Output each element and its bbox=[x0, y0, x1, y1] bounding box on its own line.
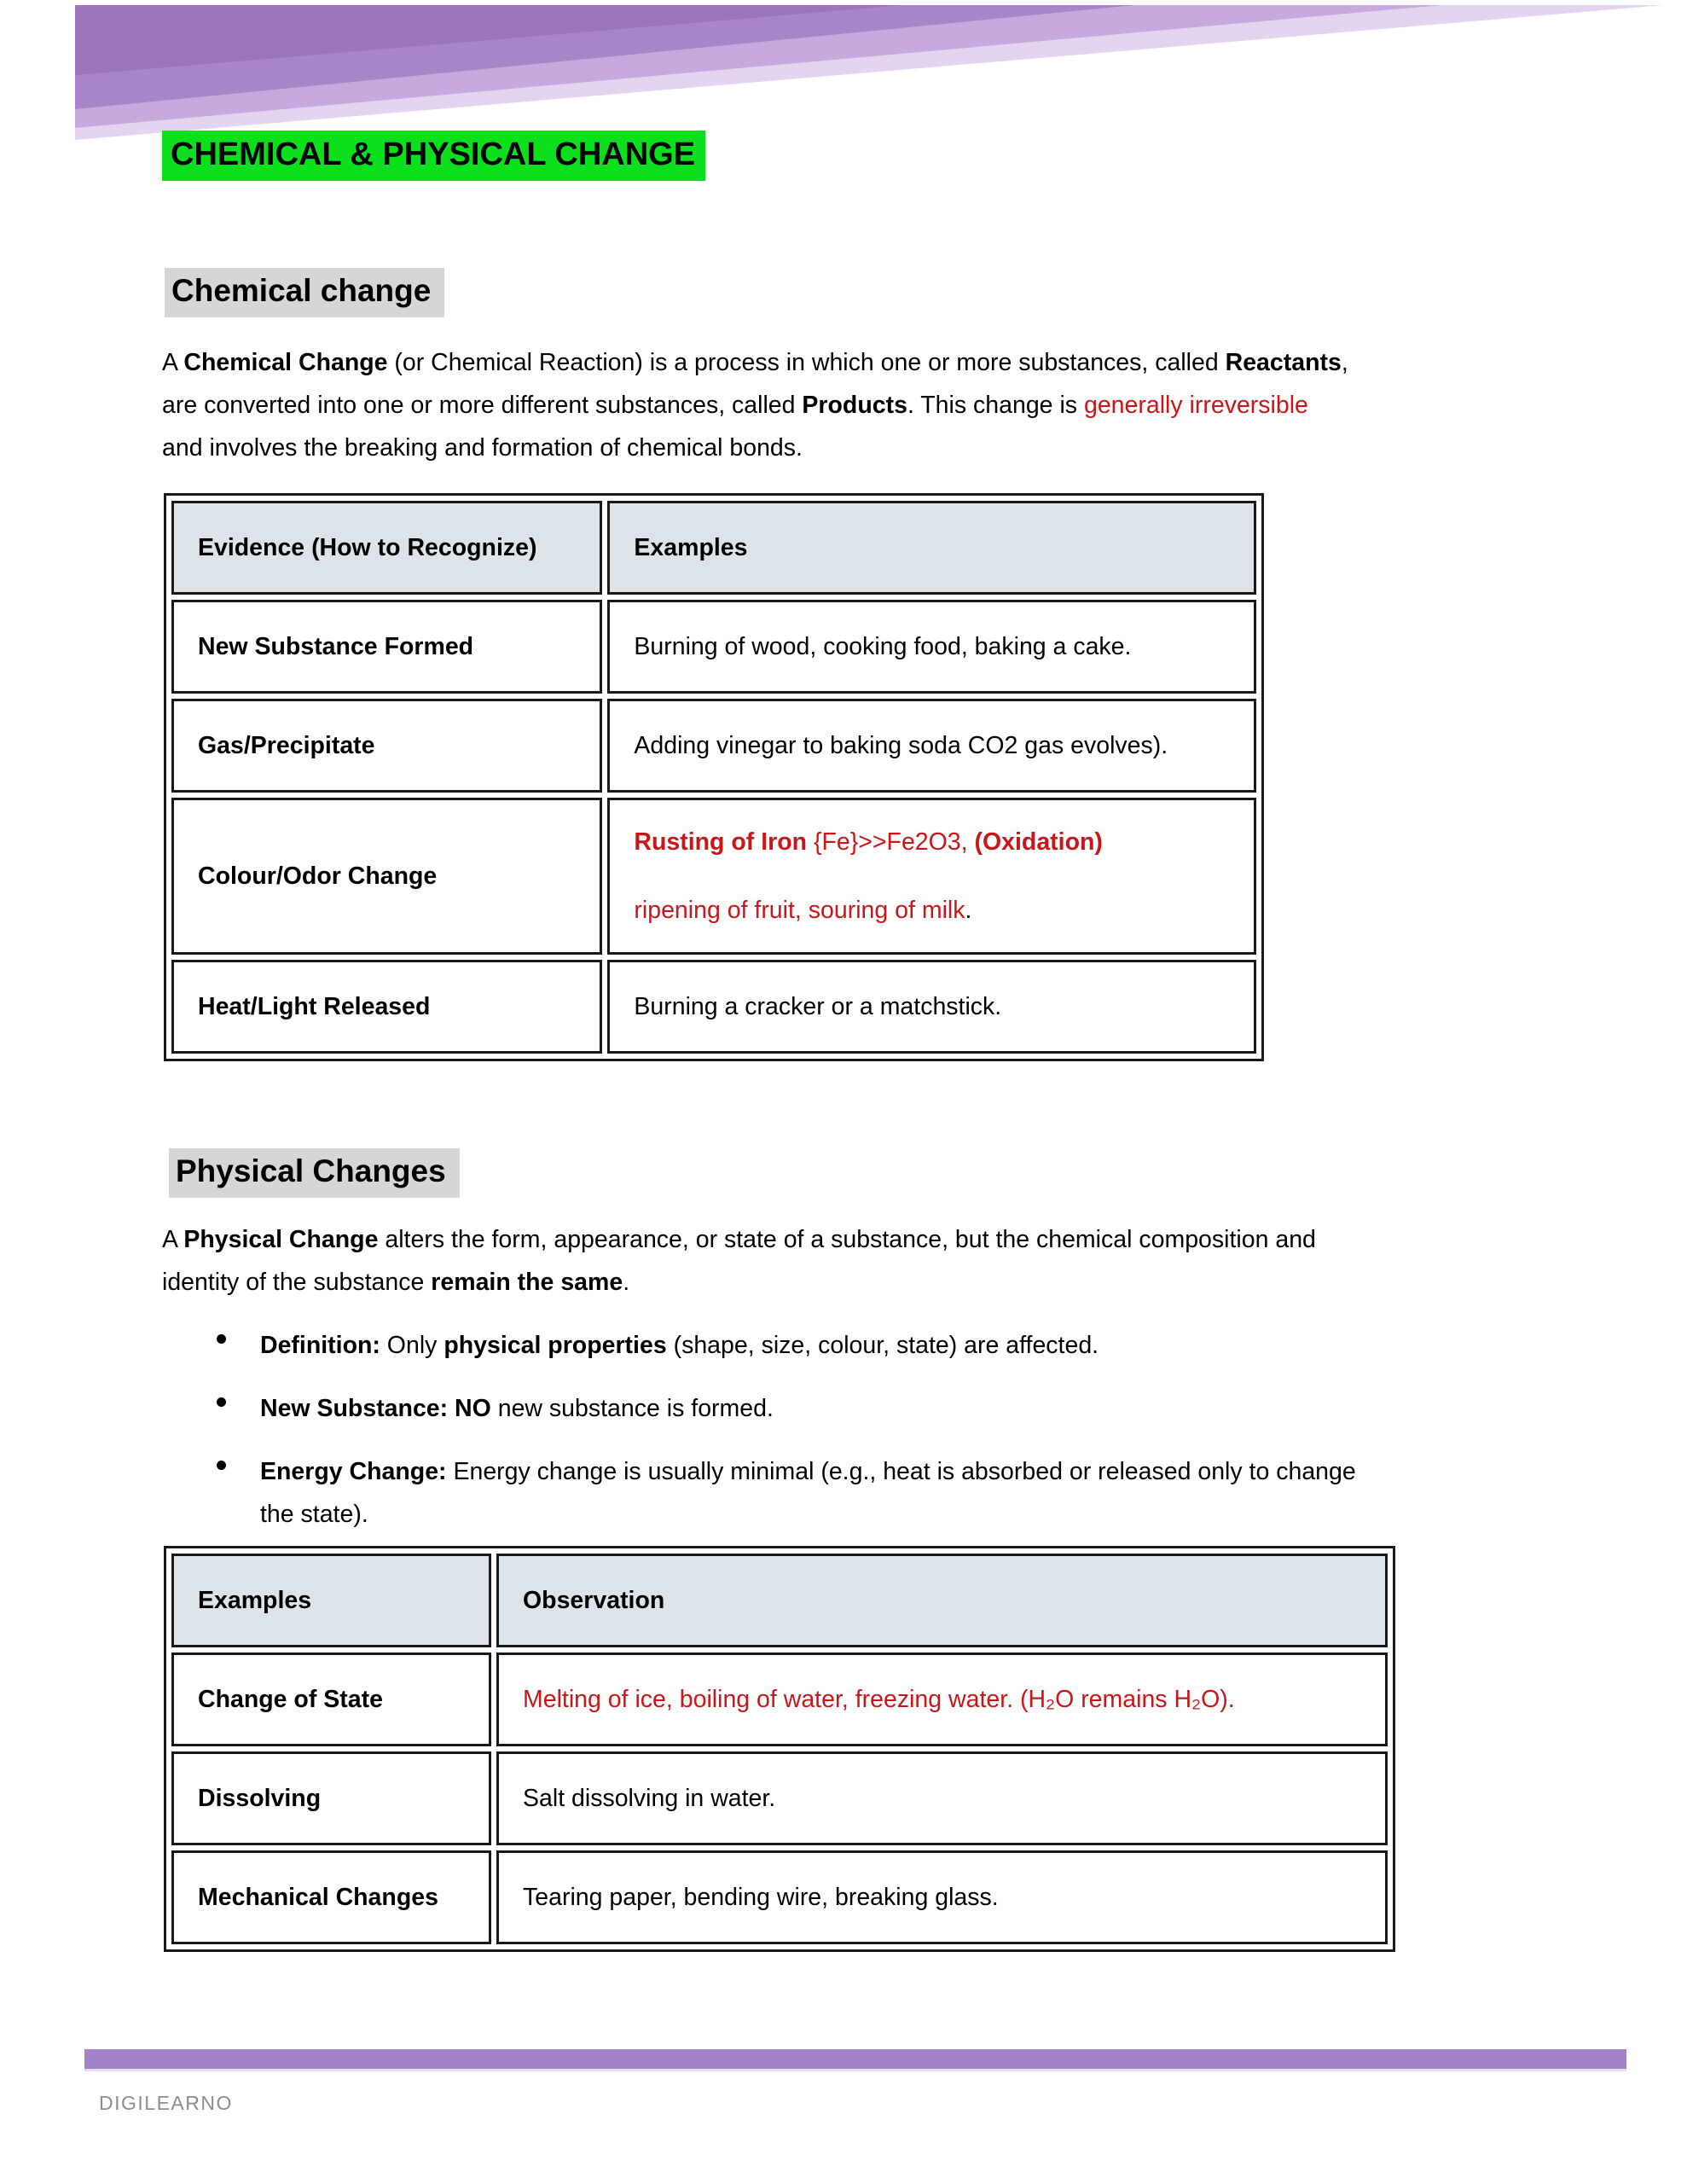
example-text: Adding vinegar to baking soda CO2 gas evolves). bbox=[634, 732, 1168, 759]
physical-bullet-list bbox=[162, 1324, 1356, 1556]
example-cell bbox=[607, 798, 1256, 955]
bullet-dot-icon bbox=[217, 1397, 226, 1407]
table-row bbox=[171, 798, 1256, 955]
paragraph-line: A Physical Change alters the form, appearance, or state of a substance, but the chemical composition and bbox=[162, 1226, 1316, 1253]
example-cell bbox=[607, 600, 1256, 694]
bullet-text: Definition: Only physical properties (shape, size, colour, state) are affected. bbox=[260, 1332, 1099, 1359]
bullet-item-definition bbox=[162, 1324, 1356, 1367]
bullet-dot-icon bbox=[217, 1334, 226, 1344]
example-text: Rusting of Iron {Fe}>>Fe2O3, (Oxidation) bbox=[634, 828, 1103, 856]
table-row bbox=[171, 1751, 1388, 1845]
paragraph-line: are converted into one or more different substances, called Products. This change is generally irreversible bbox=[162, 392, 1308, 419]
evidence-cell: New Substance Formed bbox=[171, 600, 602, 694]
table-row bbox=[171, 1653, 1388, 1746]
bullet-text: New Substance: NO new substance is formed. bbox=[260, 1395, 774, 1422]
footer-accent-bar bbox=[84, 2049, 1626, 2071]
physical-intro-paragraph bbox=[162, 1218, 1316, 1304]
paragraph-line: identity of the substance remain the same. bbox=[162, 1269, 630, 1296]
header-banner-graphic bbox=[0, 0, 1687, 147]
column-header-examples: Examples bbox=[607, 501, 1256, 595]
table-header-row bbox=[171, 1554, 1388, 1647]
example-type-cell: Mechanical Changes bbox=[171, 1850, 491, 1944]
observation-cell bbox=[496, 1653, 1388, 1746]
section-heading-chemical: Chemical change bbox=[165, 268, 444, 317]
bullet-item-new-substance bbox=[162, 1387, 1356, 1430]
example-text: Burning a cracker or a matchstick. bbox=[634, 993, 1002, 1020]
column-header-observation: Observation bbox=[496, 1554, 1388, 1647]
chemical-intro-paragraph bbox=[162, 341, 1348, 469]
footer-brand: DIGILEARNO bbox=[99, 2092, 233, 2114]
table-row bbox=[171, 699, 1256, 793]
evidence-cell: Gas/Precipitate bbox=[171, 699, 602, 793]
table-header-row bbox=[171, 501, 1256, 595]
paragraph-line: and involves the breaking and formation of chemical bonds. bbox=[162, 434, 803, 462]
evidence-cell: Heat/Light Released bbox=[171, 960, 602, 1054]
physical-examples-table bbox=[164, 1546, 1395, 1952]
bullet-item-energy-change bbox=[162, 1450, 1356, 1536]
observation-text: Salt dissolving in water. bbox=[523, 1785, 776, 1812]
table-row bbox=[171, 1850, 1388, 1944]
page-title: CHEMICAL & PHYSICAL CHANGE bbox=[162, 131, 705, 181]
observation-text: Tearing paper, bending wire, breaking glass. bbox=[523, 1884, 999, 1911]
observation-text: Melting of ice, boiling of water, freezing water. (H₂O remains H₂O). bbox=[523, 1686, 1235, 1713]
table-row bbox=[171, 600, 1256, 694]
bullet-text: the state). bbox=[260, 1501, 368, 1528]
observation-cell bbox=[496, 1850, 1388, 1944]
paragraph-line: A Chemical Change (or Chemical Reaction) is a process in which one or more substances, called Reactants, bbox=[162, 349, 1348, 376]
example-cell bbox=[607, 960, 1256, 1054]
example-type-cell: Change of State bbox=[171, 1653, 491, 1746]
section-heading-physical: Physical Changes bbox=[169, 1148, 460, 1198]
evidence-cell: Colour/Odor Change bbox=[171, 798, 602, 955]
example-type-cell: Dissolving bbox=[171, 1751, 491, 1845]
bullet-dot-icon bbox=[217, 1461, 226, 1470]
observation-cell bbox=[496, 1751, 1388, 1845]
example-text: ripening of fruit, souring of milk. bbox=[634, 897, 972, 924]
column-header-examples: Examples bbox=[171, 1554, 491, 1647]
table-row bbox=[171, 960, 1256, 1054]
example-text: Burning of wood, cooking food, baking a cake. bbox=[634, 633, 1132, 660]
bullet-text: Energy Change: Energy change is usually minimal (e.g., heat is absorbed or released only to change bbox=[260, 1458, 1356, 1485]
chemical-evidence-table bbox=[164, 493, 1264, 1061]
column-header-evidence: Evidence (How to Recognize) bbox=[171, 501, 602, 595]
example-cell bbox=[607, 699, 1256, 793]
